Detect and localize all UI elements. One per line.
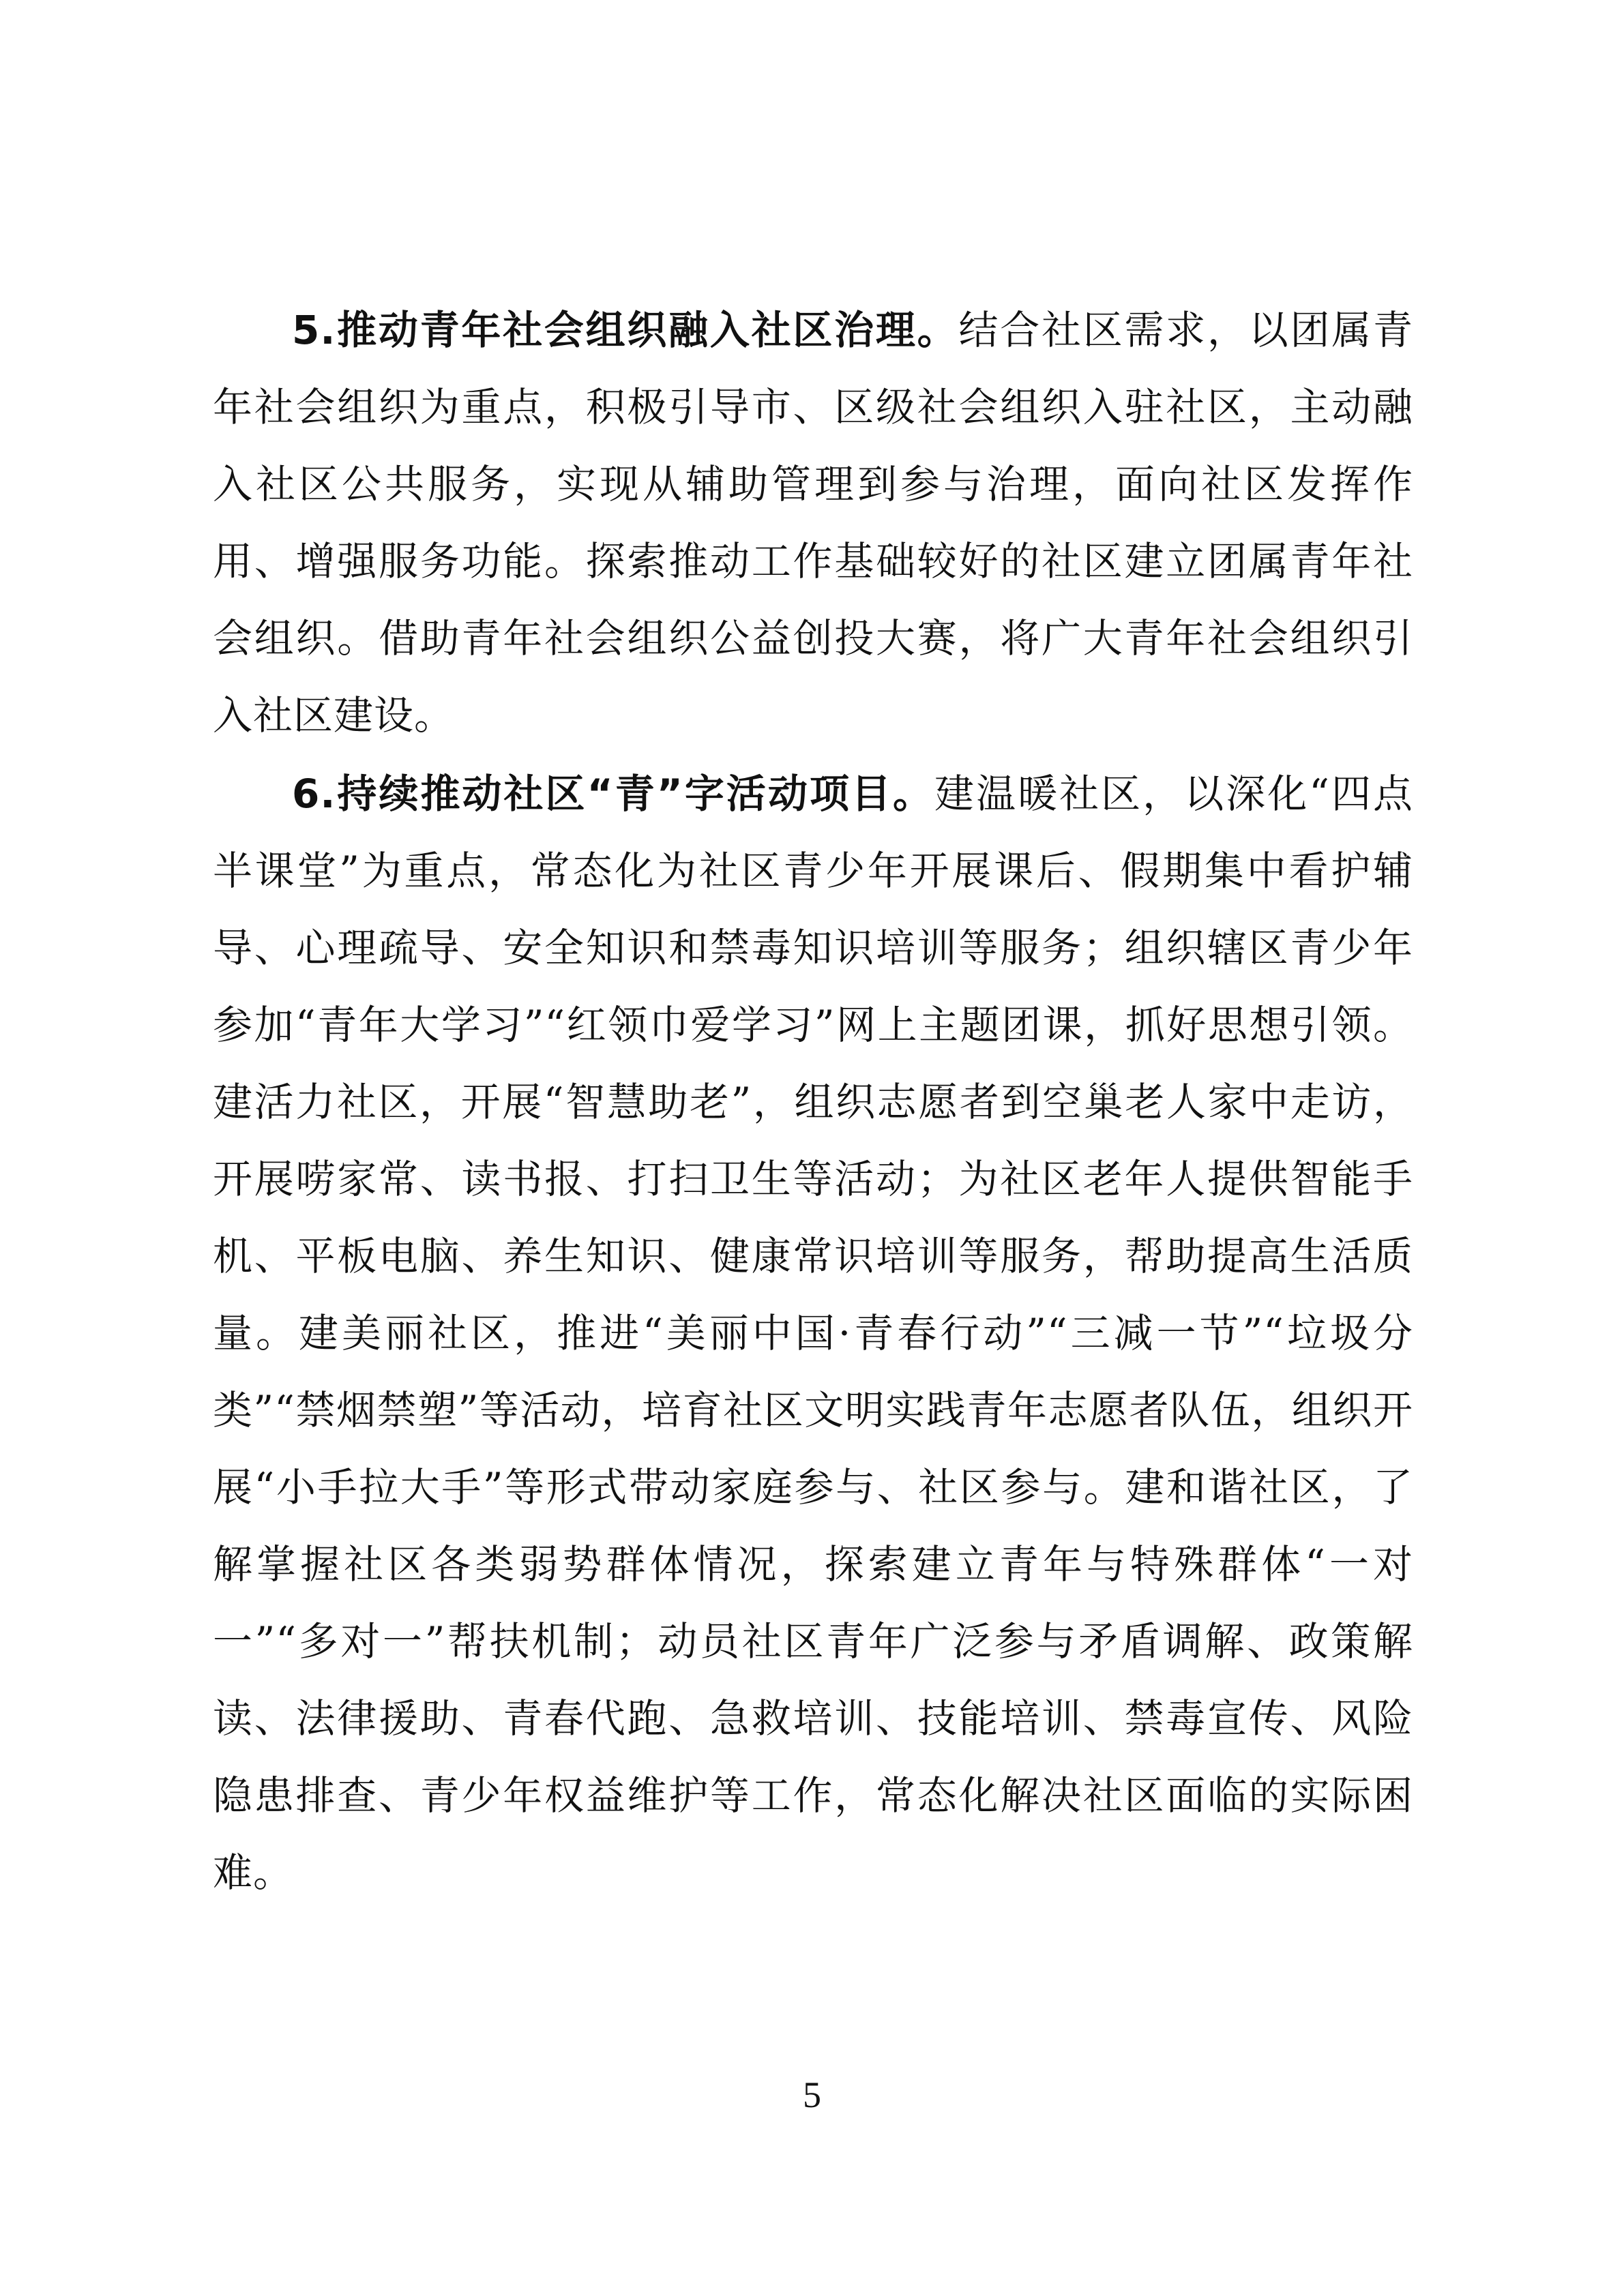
page-number: 5 bbox=[803, 2074, 821, 2115]
paragraph-heading: 5.推动青年社会组织融入社区治理。 bbox=[292, 307, 959, 353]
paragraph-6 bbox=[213, 756, 1413, 1911]
paragraph-5 bbox=[213, 292, 1413, 754]
document-body bbox=[213, 292, 1413, 1911]
paragraph-text: 结合社区需求，以团属青年社会组织为重点，积极引导市、区级社会组织入驻社区，主动融入社区公共服务，实现从辅助管理到参与治理，面向社区发挥作用、增强服务功能。探索推动工作基础较好的社区建立团属青年社会组织。借助青年社会组织公益创投大赛，将广大青年社会组织引入社区建设。 bbox=[213, 307, 1413, 739]
paragraph-text: 建温暖社区，以深化“四点半课堂”为重点，常态化为社区青少年开展课后、假期集中看护辅导、心理疏导、安全知识和禁毒知识培训等服务；组织辖区青少年参加“青年大学习”“红领巾爱学习”网上主题团课，抓好思想引领。建活力社区，开展“智慧助老”，组织志愿者到空巢老人家中走访，开展唠家常、读书报、打扫卫生等活动；为社区老年人提供智能手机、平板电脑、养生知识、健康常识培训等服务，帮助提高生活质量。建美丽社区，推进“美丽中国·青春行动”“三减一节”“垃圾分类”“禁烟禁塑”等活动，培育社区文明实践青年志愿者队伍，组织开展“小手拉大手”等形式带动家庭参与、社区参与。建和谐社区，了解掌握社区各类弱势群体情况，探索建立青年与特殊群体“一对一”“多对一”帮扶机制；动员社区青年广泛参与矛盾调解、政策解读、法律援助、青春代跑、急救培训、技能培训、禁毒宣传、风险隐患排查、青少年权益维护等工作，常态化解决社区面临的实际困难。 bbox=[213, 771, 1413, 1896]
paragraph-heading: 6.持续推动社区“青”字活动项目。 bbox=[292, 771, 935, 817]
